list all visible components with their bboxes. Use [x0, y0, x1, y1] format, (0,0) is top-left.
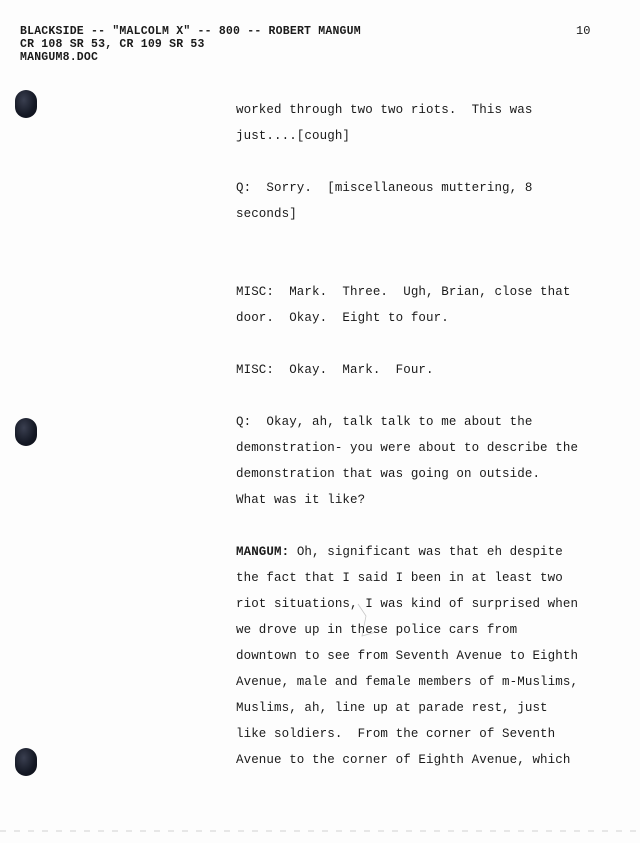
transcript-line: Muslims, ah, line up at parade rest, just — [236, 701, 548, 715]
transcript-line: we drove up in these police cars from — [236, 623, 518, 637]
transcript-line: door. Okay. Eight to four. — [236, 311, 449, 325]
transcript-line: Q: Okay, ah, talk talk to me about the — [236, 415, 533, 429]
transcript-line: downtown to see from Seventh Avenue to Eighth — [236, 649, 579, 663]
header-title-line: BLACKSIDE -- "MALCOLM X" -- 800 -- ROBERT MANGUM — [20, 25, 361, 38]
scan-edge-noise — [0, 830, 640, 832]
speaker-label: MANGUM: — [236, 545, 290, 559]
transcript-line: MISC: Okay. Mark. Four. — [236, 363, 434, 377]
speaker-text: Oh, significant was that eh despite — [289, 545, 563, 559]
binder-hole-bottom — [15, 748, 37, 776]
transcript-line: What was it like? — [236, 493, 366, 507]
document-header — [20, 25, 361, 64]
transcript-body — [236, 100, 616, 776]
header-reel-line: CR 108 SR 53, CR 109 SR 53 — [20, 38, 205, 51]
transcript-line: MISC: Mark. Three. Ugh, Brian, close that — [236, 285, 571, 299]
transcript-line: the fact that I said I been in at least two — [236, 571, 563, 585]
transcript-line: Avenue to the corner of Eighth Avenue, which — [236, 753, 571, 767]
transcript-line: just....[cough] — [236, 129, 351, 143]
transcript-line: riot situations, I was kind of surprised when — [236, 597, 579, 611]
transcript-line: seconds] — [236, 207, 297, 221]
transcript-line: demonstration that was going on outside. — [236, 467, 541, 481]
transcript-line: worked through two two riots. This was — [236, 103, 533, 117]
binder-hole-middle — [15, 418, 37, 446]
transcript-line: demonstration- you were about to describe the — [236, 441, 579, 455]
transcript-line: like soldiers. From the corner of Seventh — [236, 727, 556, 741]
transcript-line: Q: Sorry. [miscellaneous muttering, 8 — [236, 181, 533, 195]
page-number: 10 — [576, 24, 591, 38]
transcript-line — [236, 542, 616, 568]
header-filename-line: MANGUM8.DOC — [20, 51, 99, 64]
transcript-line: Avenue, male and female members of m-Muslims, — [236, 675, 579, 689]
binder-hole-top — [15, 90, 37, 118]
